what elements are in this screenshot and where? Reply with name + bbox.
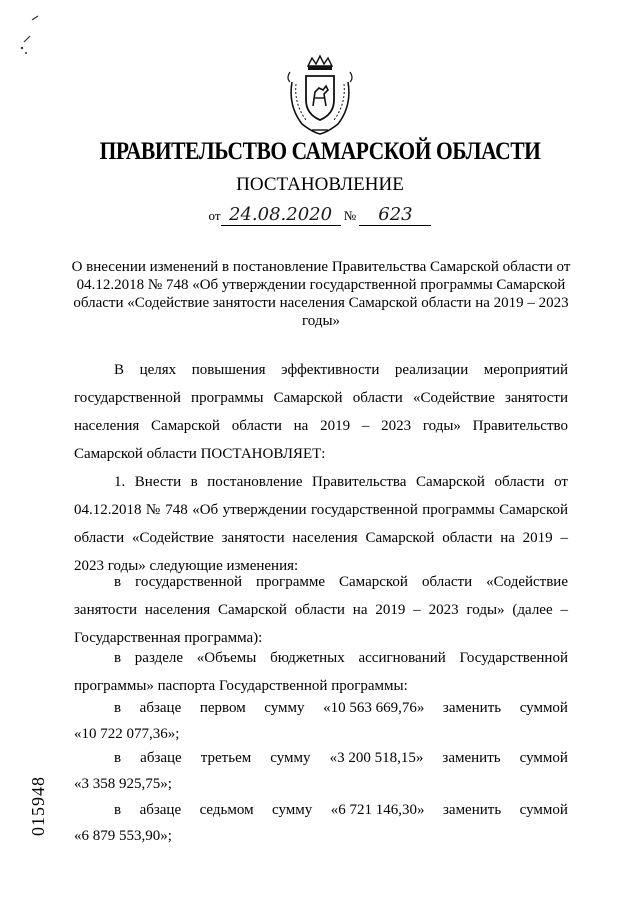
amendment-word: абзаце [139,700,182,716]
amendment-word: в [114,802,122,818]
amendment-row [74,744,568,772]
amendment-word: суммой [519,750,568,766]
amendment-word: сумму [264,700,305,716]
program-amendment-paragraph: в государственной программе Самарской области «Содействие занятости населения Самарской области на 2019 – 2023 годы» (далее – Государственная программа): [74,574,568,646]
amendment-word: абзаце [139,802,182,818]
organization-title: ПРАВИТЕЛЬСТВО САМАРСКОЙ ОБЛАСТИ [99,138,541,165]
document-date-number [0,205,640,226]
old-amount: «6 721 146,30» [330,802,425,818]
amendment-word: сумму [272,802,313,818]
new-amount: «10 722 077,36»; [74,726,180,742]
old-amount: «10 563 669,76» [323,700,425,716]
amendment-word: абзаце [140,750,182,766]
new-amount: «6 879 553,90»; [74,828,172,844]
document-type: ПОСТАНОВЛЕНИЕ [236,174,404,195]
coat-of-arms-icon [282,52,358,138]
amendment-word: третьем [200,750,252,766]
scan-marks-icon [10,6,50,66]
section-amendment-paragraph: в разделе «Объемы бюджетных ассигнований Государственной программы» паспорта Государственной программы: [74,650,568,694]
document-number: 623 [359,205,431,226]
amendment-word: суммой [519,700,568,716]
amendment-word: сумму [270,750,311,766]
new-amount: «3 358 925,75»; [74,776,172,792]
amendment-row [74,694,568,722]
document-subject: О внесении изменений в постановление Правительства Самарской области от 04.12.2018 № 748 «Об утверждении государственной программы Самарской области «Содействие занятости населения Самарской области на 2019 – 2023 годы» [71,259,571,329]
preamble-paragraph: В целях повышения эффективности реализации мероприятий государственной программы Самарской области «Содействие занятости населения Самарской области на 2019 – 2023 годы» Правительство Самарской области ПОСТАНОВЛЯЕТ: [74,362,568,462]
document-date: 24.08.2020 [221,205,341,226]
amendment-word: в [114,750,122,766]
date-prefix: от [208,208,221,223]
amendment-word: седьмом [199,802,254,818]
item-1-paragraph: 1. Внести в постановление Правительства Самарской области от 04.12.2018 № 748 «Об утверждении государственной программы Самарской области «Содействие занятости населения Самарской области на 2019 – 2023 годы» следующие изменения: [74,474,568,574]
number-prefix: № [343,208,357,223]
amendment-word: в [114,700,122,716]
old-amount: «3 200 518,15» [329,750,424,766]
amendment-word: первом [199,700,246,716]
amendment-word: заменить [442,700,502,716]
amendment-word: заменить [442,802,502,818]
amendment-row [74,796,568,824]
amendment-word: заменить [442,750,501,766]
margin-serial-number: 015948 [28,776,48,836]
amendment-word: суммой [519,802,568,818]
